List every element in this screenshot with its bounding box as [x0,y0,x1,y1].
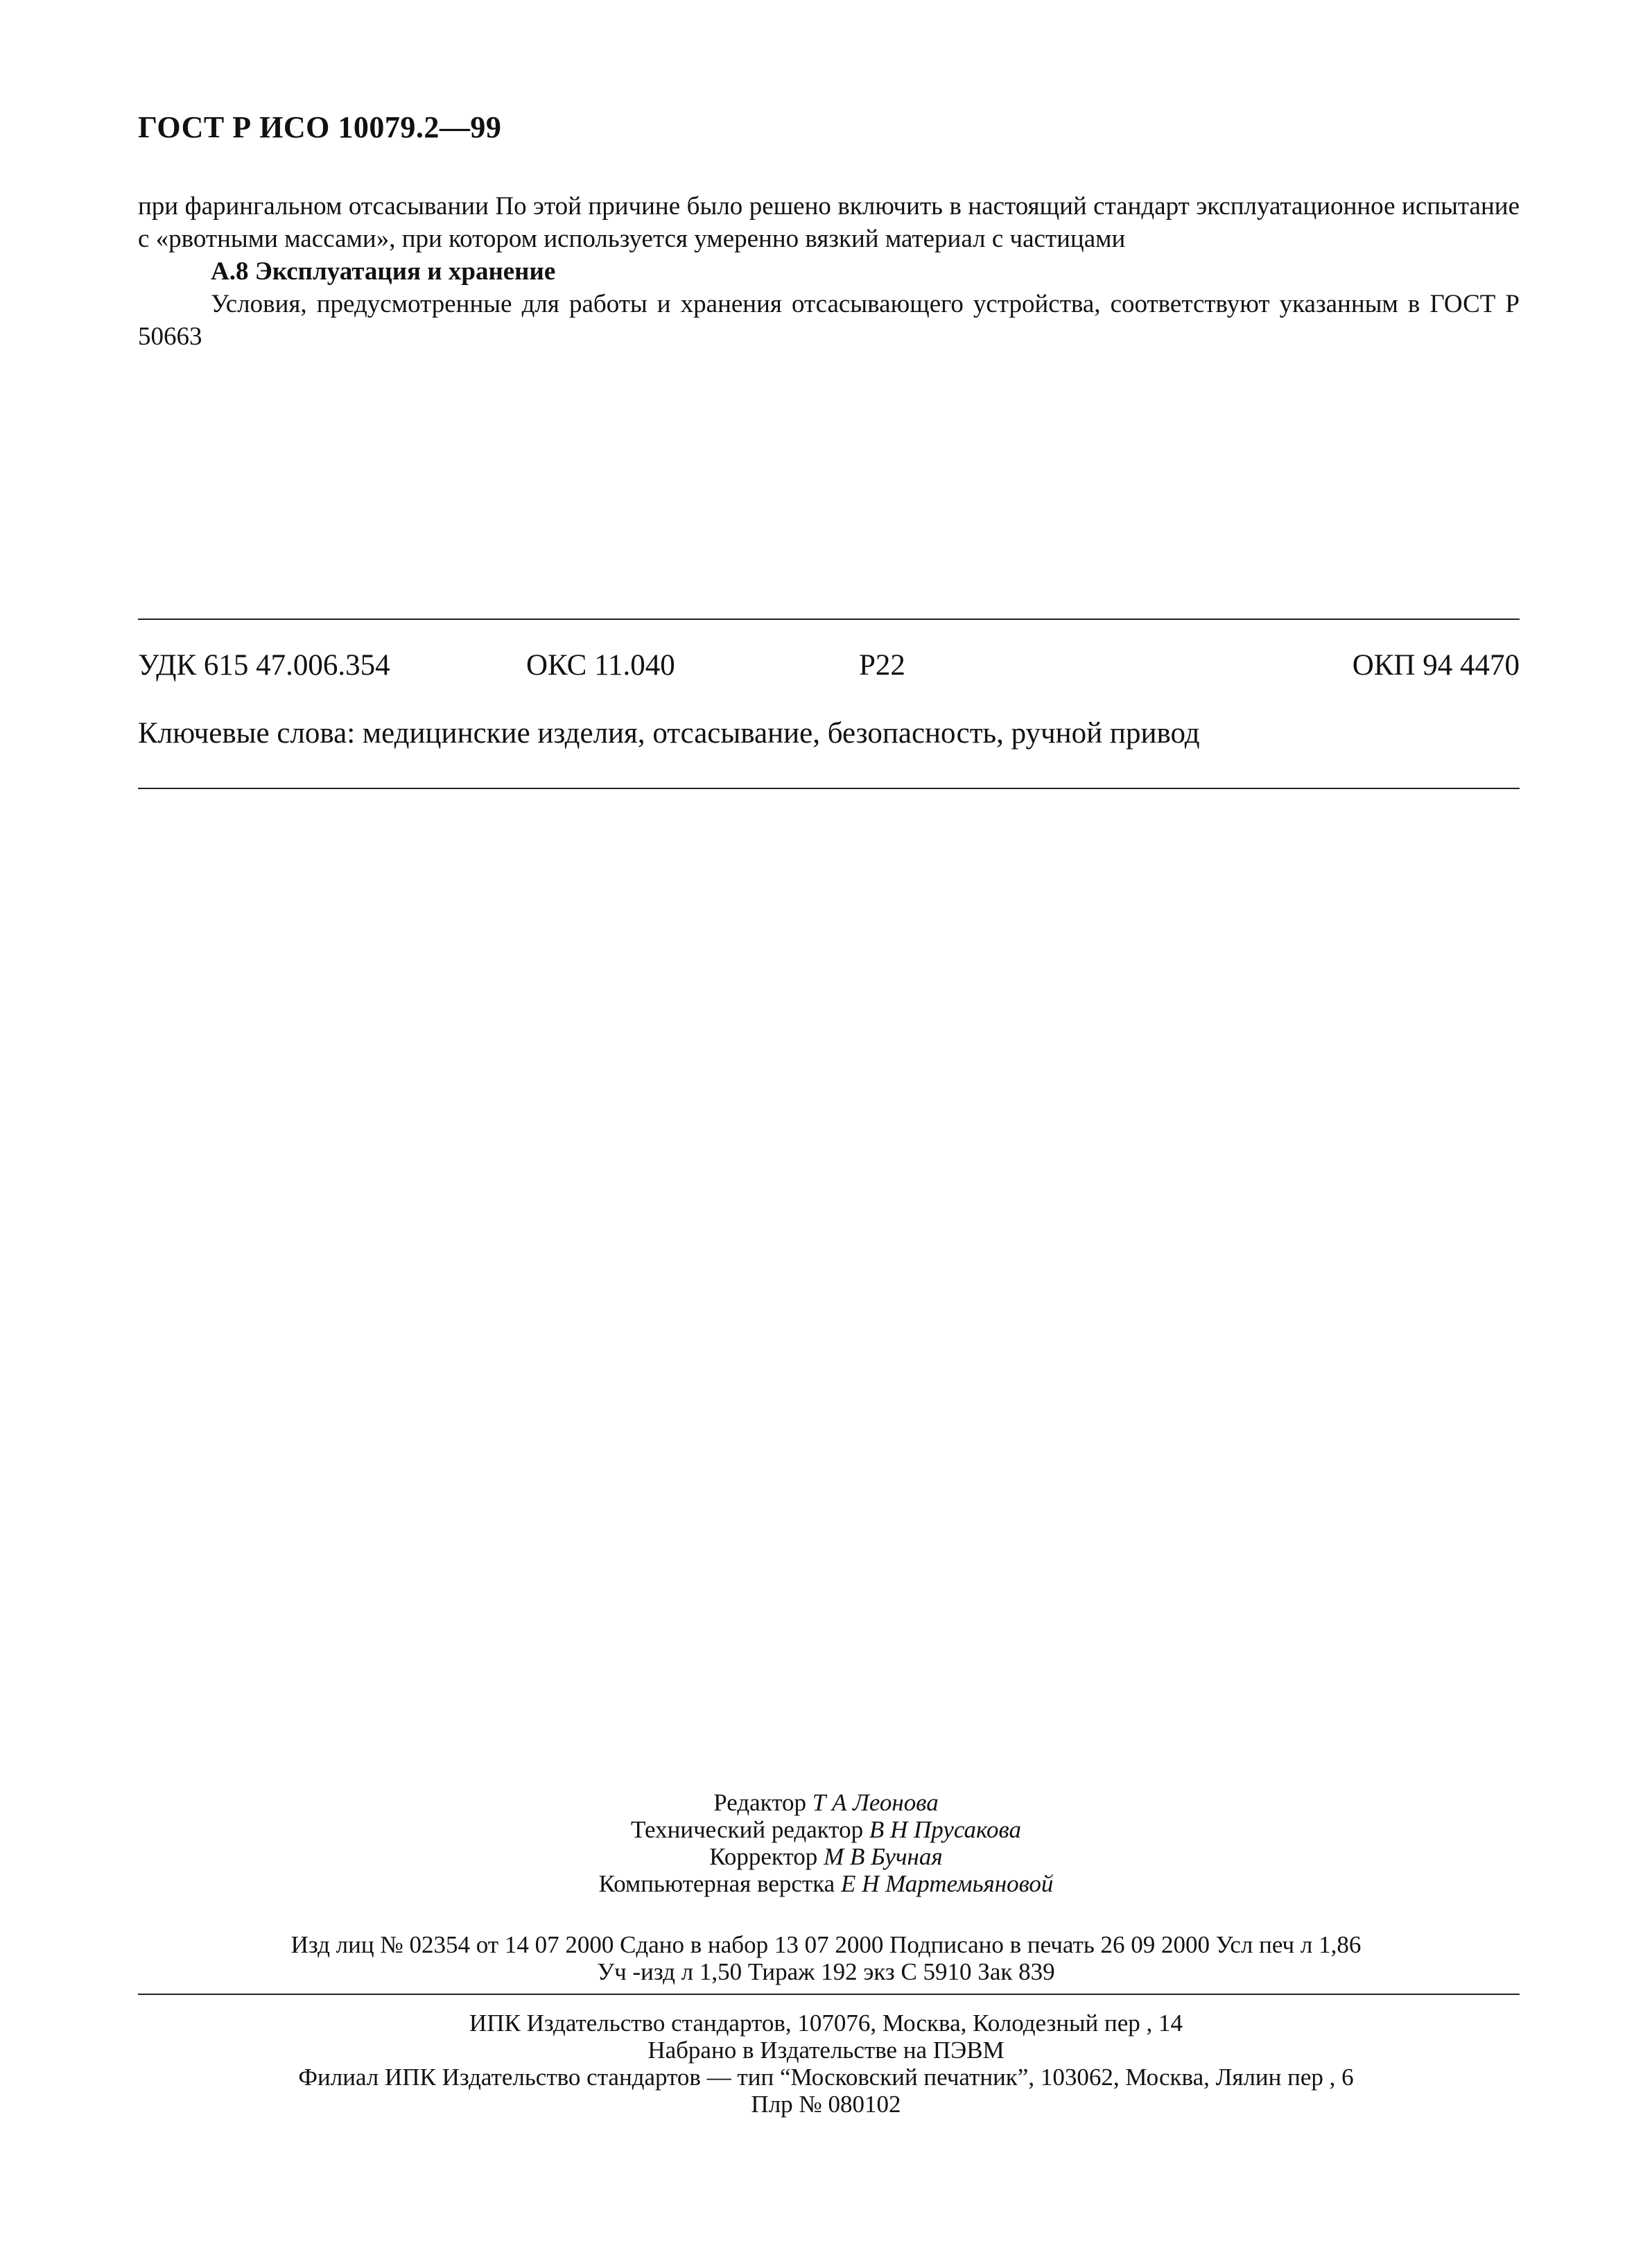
page-header-doc-id: ГОСТ Р ИСО 10079.2—99 [138,110,502,144]
footer-typeset: Набрано в Издательстве на ПЭВМ [647,2037,1005,2064]
keywords: Ключевые слова: медицинские изделия, отсасывание, безопасность, ручной привод [138,717,1200,750]
publisher-footer [0,2010,1652,2118]
credits-block [0,1789,1652,1897]
credit-layout-label: Компьютерная верстка [598,1870,835,1897]
paragraph-operation-storage: Условия, предусмотренные для работы и хранения отсасывающего устройства, соответствуют указанным в ГОСТ Р 50663 [138,290,1520,351]
classification-row [138,648,1520,682]
section-heading-a8: А.8 Эксплуатация и хранение [211,257,556,286]
credit-corrector-name: М В Бучная [824,1843,943,1870]
group-code: Р22 [859,649,905,682]
credit-layout-name: Е Н Мартемьяновой [840,1870,1054,1897]
credit-editor-label: Редактор [713,1789,807,1816]
footer-branch: Филиал ИПК Издательство стандартов — тип “Московский печатник”, 103062, Москва, Лялин пер , 6 [298,2064,1354,2091]
udk-code: УДК 615 47.006.354 [138,649,390,682]
credit-tech-editor-label: Технический редактор [630,1816,864,1843]
footer-divider [138,1994,1520,1995]
keywords-divider [138,788,1520,789]
top-divider [138,619,1520,620]
credit-editor [0,1789,1652,1816]
print-info-line-2: Уч -изд л 1,50 Тираж 192 экз С 5910 Зак 839 [597,1958,1055,1985]
footer-publisher: ИПК Издательство стандартов, 107076, Москва, Колодезный пер , 14 [469,2010,1183,2037]
print-info-line-1: Изд лиц № 02354 от 14 07 2000 Сдано в набор 13 07 2000 Подписано в печать 26 09 2000 Усл печ л 1,86 [290,1931,1362,1958]
footer-license: Плр № 080102 [751,2091,901,2118]
credit-corrector [0,1843,1652,1870]
credit-layout [0,1870,1652,1897]
credit-editor-name: Т А Леонова [812,1789,939,1816]
oks-code: ОКС 11.040 [526,649,675,682]
body-text [138,190,1520,353]
okp-code: ОКП 94 4470 [1352,649,1520,682]
print-info-block [0,1931,1652,1985]
credit-tech-editor-name: В Н Прусакова [869,1816,1022,1843]
paragraph-pharyngeal-suction: при фарингальном отсасывании По этой причине было решено включить в настоящий стандарт эксплуатационное испытание с «рвотными массами», при котором используется умеренно вязкий материал с частицами [138,192,1520,253]
credit-corrector-label: Корректор [709,1843,818,1870]
credit-tech-editor [0,1816,1652,1843]
